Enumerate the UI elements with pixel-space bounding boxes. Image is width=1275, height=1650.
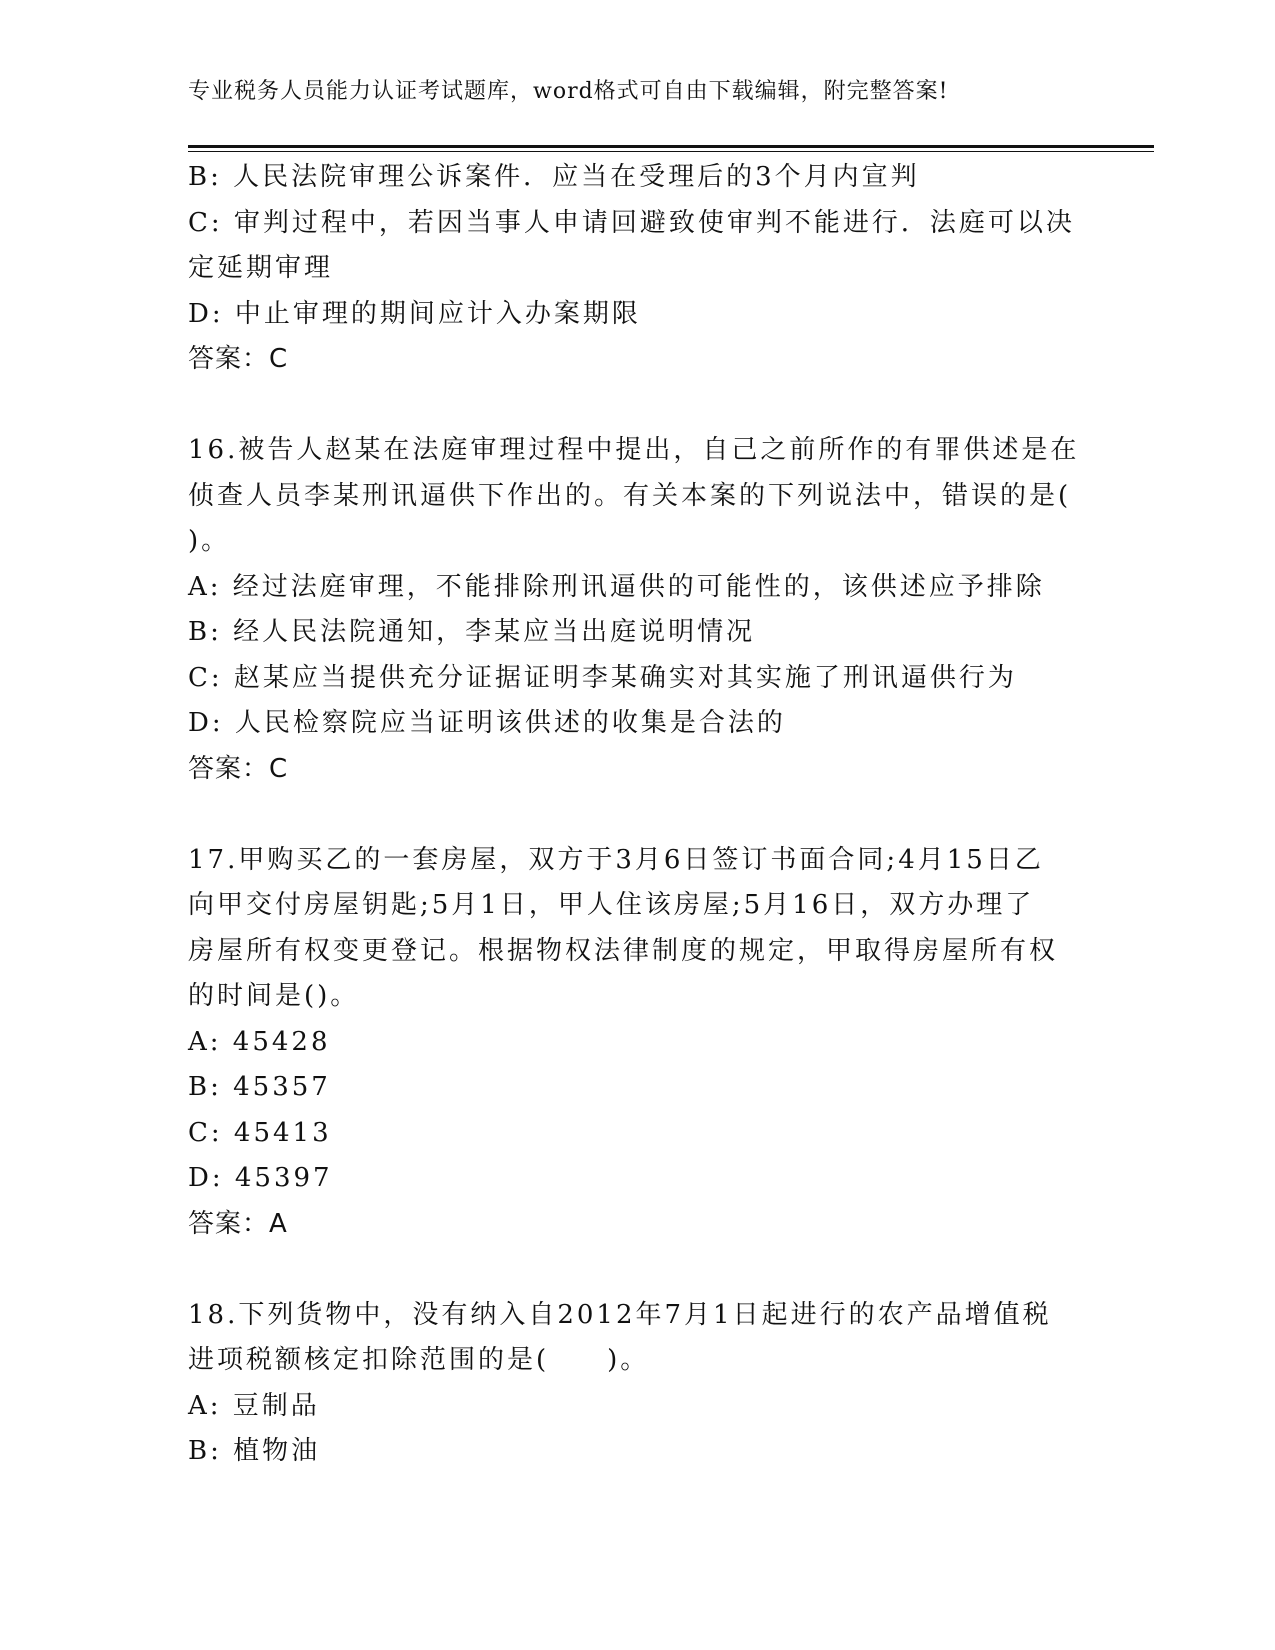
question-16 — [188, 428, 1088, 792]
question-18 — [188, 1293, 1088, 1475]
option-b: B: 45357 — [188, 1072, 331, 1102]
option-b: B: 人民法院审理公诉案件．应当在受理后的3个月内宣判 — [188, 162, 920, 192]
option-c: C: 赵某应当提供充分证据证明李某确实对其实施了刑讯逼供行为 — [188, 662, 1017, 693]
question-stem: 向甲交付房屋钥匙;5月1日，甲人住该房屋;5月16日，双方办理了 — [188, 890, 1035, 920]
spacer — [188, 792, 1088, 838]
option-d: D: 人民检察院应当证明该供述的收集是合法的 — [188, 708, 786, 738]
answer: 答案：A — [188, 1208, 288, 1239]
question-stem: 18.下列货物中，没有纳入自2012年7月1日起进行的农产品增值税 — [188, 1299, 1052, 1330]
option-c: C: 审判过程中，若因当事人申请回避致使审判不能进行．法庭可以决 — [188, 207, 1075, 238]
spacer — [188, 383, 1088, 429]
question-15-tail — [188, 155, 1088, 383]
question-stem: 16.被告人赵某在法庭审理过程中提出，自己之前所作的有罪供述是在 — [188, 435, 1080, 465]
header-rule-thick — [188, 145, 1154, 148]
option-a: A: 豆制品 — [188, 1390, 320, 1421]
question-stem: 侦查人员李某刑讯逼供下作出的。有关本案的下列说法中，错误的是( — [188, 480, 1072, 511]
answer: 答案：C — [188, 753, 289, 784]
answer: 答案：C — [188, 344, 289, 374]
question-stem: 17.甲购买乙的一套房屋，双方于3月6日签订书面合同;4月15日乙 — [188, 844, 1044, 875]
option-b: B: 植物油 — [188, 1436, 321, 1466]
question-stem: 的时间是()。 — [188, 981, 360, 1011]
question-stem: )。 — [188, 526, 231, 556]
page-header: 专业税务人员能力认证考试题库，word格式可自由下载编辑，附完整答案! — [188, 79, 949, 104]
document-body — [188, 155, 1088, 1475]
spacer — [188, 1247, 1088, 1293]
option-c-continued: 定延期审理 — [188, 253, 334, 283]
option-c: C: 45413 — [188, 1117, 332, 1148]
header-rule-thin — [188, 151, 1154, 152]
option-a: A: 经过法庭审理，不能排除刑讯逼供的可能性的，该供述应予排除 — [188, 571, 1045, 602]
option-d: D: 45397 — [188, 1163, 333, 1193]
option-d: D: 中止审理的期间应计入办案期限 — [188, 298, 641, 329]
question-stem: 进项税额核定扣除范围的是( )。 — [188, 1345, 650, 1375]
option-a: A: 45428 — [188, 1026, 331, 1057]
option-b: B: 经人民法院通知，李某应当出庭说明情况 — [188, 617, 756, 647]
question-17 — [188, 838, 1088, 1248]
question-stem: 房屋所有权变更登记。根据物权法律制度的规定，甲取得房屋所有权 — [188, 935, 1059, 966]
